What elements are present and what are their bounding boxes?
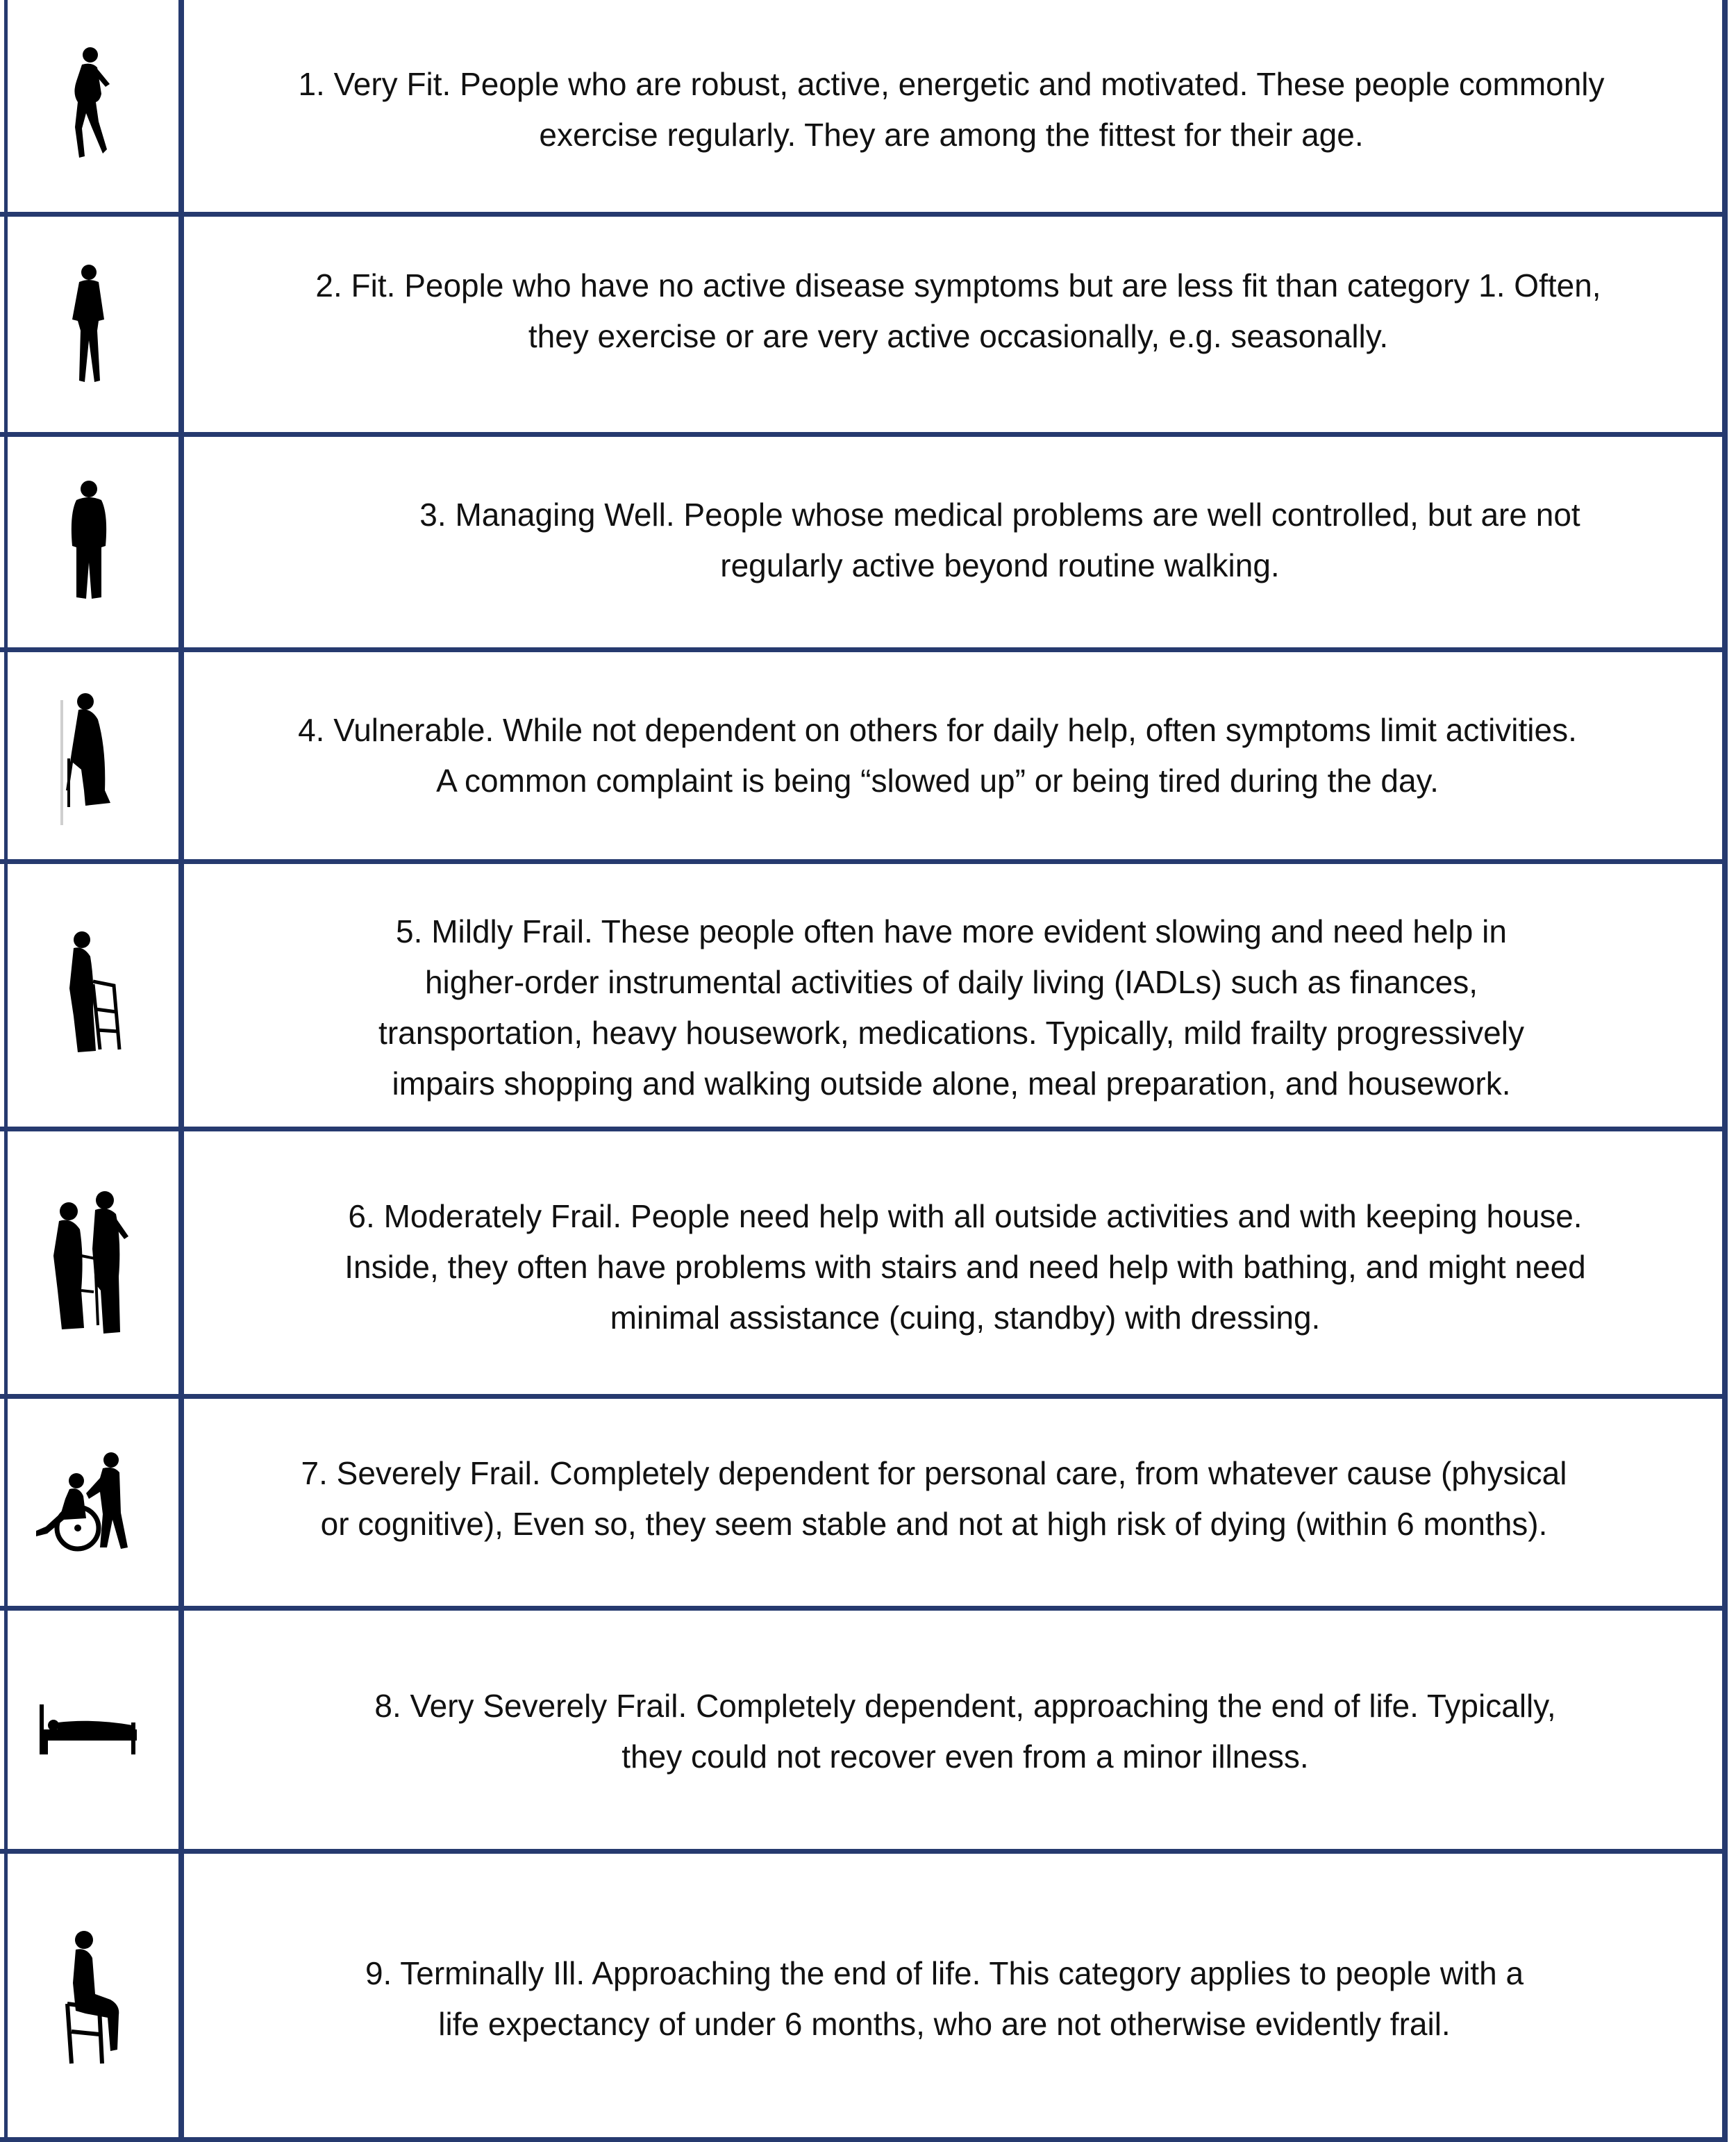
description-cell	[187, 0, 1722, 215]
description-line: A common complaint is being “slowed up” or being tired during the day.	[436, 763, 1439, 799]
category-description	[187, 260, 1722, 362]
description-line: or cognitive), Even so, they seem stable and not at high risk of dying (within 6 months).	[320, 1506, 1548, 1542]
very-fit-runner-icon	[0, 0, 177, 215]
description-line: Inside, they often have problems with stairs and need help with bathing, and might need	[344, 1249, 1586, 1285]
scale-row	[0, 1608, 1722, 1851]
fit-walker-icon	[0, 215, 177, 434]
category-description	[187, 705, 1722, 806]
description-line: regularly active beyond routine walking.	[720, 547, 1280, 583]
description-cell	[187, 1851, 1722, 2142]
description-line: 3. Managing Well. People whose medical problems are well controlled, but are not	[419, 497, 1580, 533]
description-line: impairs shopping and walking outside alone, meal preparation, and housework.	[392, 1065, 1511, 1102]
scale-row	[0, 649, 1722, 861]
description-cell	[187, 434, 1722, 649]
description-line: 5. Mildly Frail. These people often have more evident slowing and need help in	[396, 913, 1507, 949]
description-line: minimal assistance (cuing, standby) with dressing.	[610, 1300, 1321, 1336]
category-description	[187, 490, 1722, 591]
managing-well-standing-icon	[0, 434, 177, 649]
category-description	[187, 1681, 1722, 1782]
description-line: 7. Severely Frail. Completely dependent for personal care, from whatever cause (physical	[301, 1455, 1567, 1491]
very-severely-frail-bed-icon	[0, 1608, 177, 1851]
description-line: 8. Very Severely Frail. Completely dependent, approaching the end of life. Typically,	[374, 1688, 1556, 1724]
severely-frail-wheelchair-icon	[0, 1396, 177, 1608]
description-cell	[187, 1396, 1722, 1608]
description-line: life expectancy of under 6 months, who are not otherwise evidently frail.	[438, 2006, 1451, 2042]
description-line: they exercise or are very active occasionally, e.g. seasonally.	[528, 318, 1389, 354]
description-line: they could not recover even from a minor illness.	[621, 1738, 1309, 1775]
description-cell	[187, 649, 1722, 861]
description-line: transportation, heavy housework, medications. Typically, mild frailty progressively	[378, 1015, 1524, 1051]
description-line: 6. Moderately Frail. People need help with all outside activities and with keeping house.	[348, 1198, 1583, 1234]
terminally-ill-seated-icon	[0, 1851, 177, 2142]
scale-row	[0, 434, 1722, 649]
description-cell	[187, 861, 1722, 1129]
category-description	[187, 1448, 1722, 1550]
scale-row	[0, 0, 1722, 215]
description-cell	[187, 1129, 1722, 1396]
description-line: 2. Fit. People who have no active disease symptoms but are less fit than category 1. Often,	[315, 267, 1601, 304]
scale-row	[0, 1396, 1722, 1608]
category-description	[187, 906, 1722, 1109]
category-description	[187, 1191, 1722, 1343]
scale-row	[0, 215, 1722, 434]
moderately-frail-assisted-icon	[0, 1129, 177, 1396]
description-line: 4. Vulnerable. While not dependent on others for daily help, often symptoms limit activities.	[298, 712, 1577, 748]
category-description	[187, 1948, 1722, 2050]
scale-row	[0, 1129, 1722, 1396]
description-line: exercise regularly. They are among the fittest for their age.	[539, 117, 1364, 153]
scale-row	[0, 1851, 1722, 2142]
description-line: 1. Very Fit. People who are robust, active, energetic and motivated. These people commonly	[298, 66, 1605, 102]
description-cell	[187, 215, 1722, 434]
category-description	[187, 59, 1722, 160]
description-line: higher-order instrumental activities of daily living (IADLs) such as finances,	[424, 964, 1478, 1000]
scale-row	[0, 861, 1722, 1129]
mildly-frail-walker-frame-icon	[0, 861, 177, 1129]
description-cell	[187, 1608, 1722, 1851]
description-line: 9. Terminally Ill. Approaching the end of life. This category applies to people with a	[365, 1955, 1524, 1991]
vulnerable-cane-icon	[0, 649, 177, 861]
